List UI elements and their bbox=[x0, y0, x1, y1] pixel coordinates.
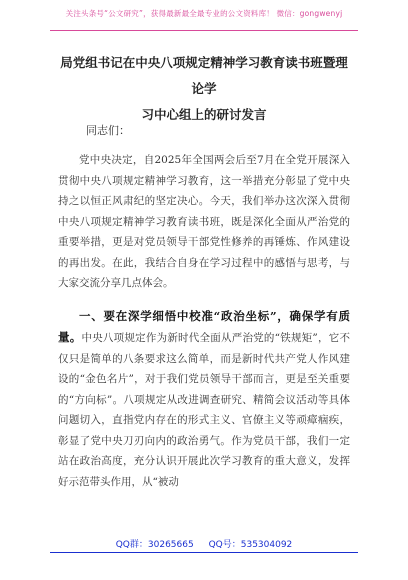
qq-number: QQ号：535304092 bbox=[208, 540, 293, 550]
header-promo: 关注头条号“公文研究”，获得最新最全最专业的公文资料库！ 微信：gongwenyj bbox=[65, 9, 343, 18]
title-line-2: 习中心组上的研讨发言 bbox=[141, 107, 267, 122]
footer-divider bbox=[50, 552, 358, 553]
salutation: 同志们： bbox=[86, 124, 130, 137]
document-title bbox=[55, 50, 353, 128]
document-body bbox=[58, 150, 350, 504]
qq-group: QQ群：30265665 bbox=[115, 540, 194, 550]
section-body: 中央八项规定作为新时代全面从严治党的“铁规矩”，它不仅只是简单的八条要求这么简单，而是新时代共产党人作风建设的“金色名片”，对于我们党员领导干部而言，更是至关重要的“方向标”。八项规定从改进调查研究、精简会议活动等具体问题切入，直指党内存在的形式主义、官僚主义等顽瘴痼疾，彰显了党中央刀刃向内的政治勇气。作为党员干部，我们一定站在政治高度，充分认识开展此次学习教育的重大意义，发挥好示范带头作用，从“被动 bbox=[58, 332, 350, 488]
footer-contact bbox=[0, 537, 408, 550]
title-line-1: 局党组书记在中央八项规定精神学习教育读书班暨理论学 bbox=[60, 55, 348, 96]
paragraph-section-one bbox=[58, 306, 350, 493]
header-divider bbox=[50, 30, 358, 31]
paragraph-intro: 党中央决定，自2025年全国两会后至7月在全党开展深入贯彻中央八项规定精神学习教育，这一举措充分彰显了党中央持之以恒正风肃纪的坚定决心。今天，我们举办这次深入贯彻中央八项规定精神学习教育读书班，既是深化全面从严治党的重要举措，更是对党员领导干部党性修养的再锤炼、作风建设的再出发。在此，我结合自身在学习过程中的感悟与思考，与大家交流分享几点体会。 bbox=[58, 154, 350, 289]
section-heading: 一、要在深学细悟中校准“政治坐标”，确保学有质量。 bbox=[58, 308, 350, 344]
